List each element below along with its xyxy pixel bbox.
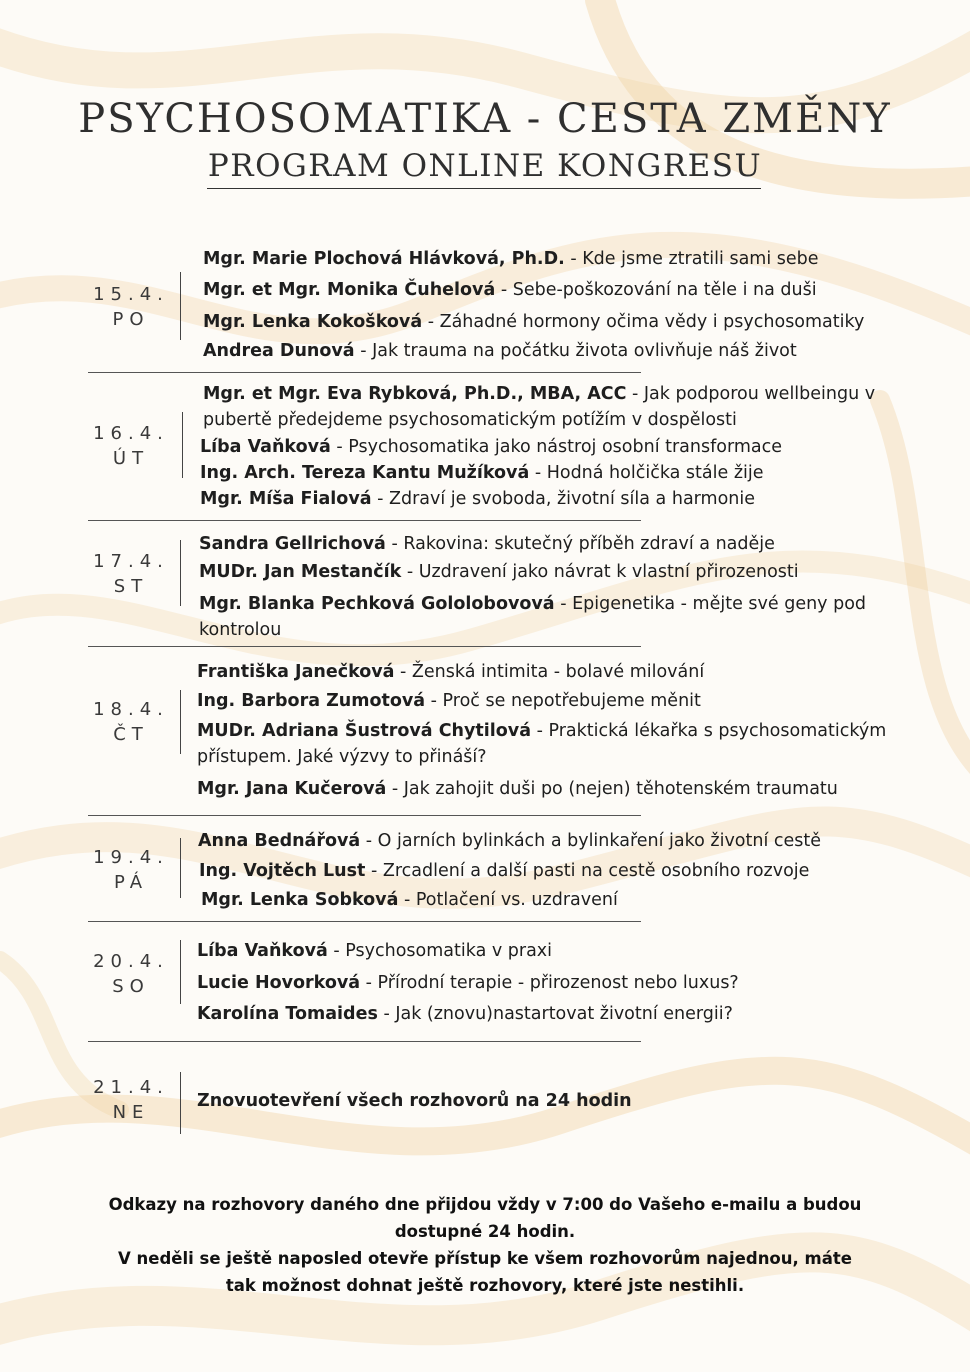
talk-topic: - Uzdravení jako návrat k vlastní přirozenosti <box>401 562 799 582</box>
talk-entry <box>198 828 821 854</box>
talk-topic: - O jarních bylinkách a bylinkaření jako životní cestě <box>360 831 822 851</box>
talk-entry <box>199 531 775 557</box>
talk-topic: - Jak (znovu)nastartovat životní energii? <box>377 1004 733 1024</box>
talk-topic: - Ženská intimita - bolavé milování <box>394 662 705 682</box>
date-number: 20.4. <box>93 951 169 972</box>
footer-line: Odkazy na rozhovory daného dne přijdou vždy v 7:00 do Vašeho e-mailu a budou <box>108 1195 862 1214</box>
talk-speaker: Líba Vaňková <box>197 941 328 961</box>
talk-speaker: Mgr. Míša Fialová <box>200 489 372 509</box>
talk-topic: - Jak zahojit duši po (nejen) těhotenském traumatu <box>386 779 838 799</box>
talk-topic: - Jak trauma na počátku života ovlivňuje náš život <box>354 341 797 361</box>
day-date-label <box>86 282 176 332</box>
talk-entry <box>203 246 819 272</box>
talk-entry <box>197 1001 733 1027</box>
day-date-label <box>86 845 176 895</box>
day-separator <box>88 372 641 373</box>
talk-topic: - Praktická lékařka s psychosomatickým přístupem. Jaké výzvy to přináší? <box>197 721 887 767</box>
talk-speaker: Andrea Dunová <box>203 341 355 361</box>
talk-entry <box>197 938 552 964</box>
talk-speaker: Mgr. Jana Kučerová <box>197 779 387 799</box>
talk-entry <box>199 858 809 884</box>
talk-speaker: Mgr. Marie Plochová Hlávková, Ph.D. <box>203 249 565 269</box>
date-weekday: PÁ <box>113 872 149 893</box>
talk-topic: - Záhadné hormony očima vědy i psychosomatiky <box>422 312 865 332</box>
footer-note <box>0 1191 970 1299</box>
day-separator <box>88 520 641 521</box>
talk-entry <box>197 970 739 996</box>
day-separator <box>88 921 641 922</box>
talk-speaker: MUDr. Adriana Šustrová Chytilová <box>197 721 532 741</box>
day-divider-bar <box>180 540 181 606</box>
date-number: 16.4. <box>93 423 169 444</box>
talk-topic: - Psychosomatika v praxi <box>327 941 553 961</box>
talk-topic: - Epigenetika - mějte své geny pod kontrolou <box>199 594 867 640</box>
day-date-label <box>86 421 176 471</box>
title-underline <box>207 188 761 189</box>
day-date-label <box>86 549 176 599</box>
date-weekday: ÚT <box>112 448 150 469</box>
talk-topic: - Potlačení vs. uzdravení <box>398 890 618 910</box>
talk-topic: - Psychosomatika jako nástroj osobní transformace <box>330 437 783 457</box>
talk-entry <box>203 277 817 303</box>
talk-speaker: Mgr. Lenka Sobková <box>201 890 399 910</box>
talk-speaker: Anna Bednářová <box>198 831 361 851</box>
day-separator <box>88 815 641 816</box>
talk-entry <box>200 460 764 486</box>
talk-topic: - Přírodní terapie - přirozenost nebo luxus? <box>360 973 739 993</box>
talk-entry <box>201 887 618 913</box>
day-date-label <box>86 697 176 747</box>
talk-topic: - Sebe-poškozování na těle i na duši <box>495 280 817 300</box>
talk-speaker: Lucie Hovorková <box>197 973 361 993</box>
footer-line: tak možnost dohnat ještě rozhovory, které jste nestihli. <box>225 1276 745 1295</box>
talk-topic: - Zdraví je svoboda, životní síla a harmonie <box>371 489 756 509</box>
date-weekday: ST <box>113 576 149 597</box>
talk-speaker: Líba Vaňková <box>200 437 331 457</box>
date-number: 19.4. <box>93 847 169 868</box>
talk-topic: - Rakovina: skutečný příběh zdraví a naděje <box>385 534 775 554</box>
day-divider-bar <box>180 690 181 754</box>
date-weekday: SO <box>112 976 150 997</box>
talk-speaker: Ing. Barbora Zumotová <box>197 691 426 711</box>
talk-entry <box>197 1088 632 1114</box>
date-weekday: NE <box>112 1102 150 1123</box>
talk-speaker: Mgr. Blanka Pechková Gololobovová <box>199 594 555 614</box>
day-divider-bar <box>180 838 181 898</box>
day-separator <box>88 1041 641 1042</box>
date-weekday: PO <box>112 309 150 330</box>
footer-line: V neděli se ještě naposled otevře přístup ke všem rozhovorům najednou, máte <box>118 1249 852 1268</box>
talk-entry <box>200 486 755 512</box>
footer-line: dostupné 24 hodin. <box>394 1222 576 1241</box>
page-title: PSYCHOSOMATIKA - CESTA ZMĚNY <box>78 96 892 142</box>
talk-speaker: Františka Janečková <box>197 662 395 682</box>
talk-entry <box>203 381 903 433</box>
date-number: 21.4. <box>93 1077 169 1098</box>
day-divider-bar <box>180 940 181 1004</box>
talk-speaker: Ing. Arch. Tereza Kantu Mužíková <box>200 463 530 483</box>
talk-speaker: Sandra Gellrichová <box>199 534 386 554</box>
talk-entry <box>199 591 919 643</box>
day-divider-bar <box>180 272 181 340</box>
talk-entry <box>203 338 797 364</box>
page-subtitle: PROGRAM ONLINE KONGRESU <box>207 148 763 184</box>
talk-speaker: Mgr. Lenka Kokošková <box>203 312 423 332</box>
talk-speaker: Karolína Tomaides <box>197 1004 378 1024</box>
day-date-label <box>86 949 176 999</box>
talk-speaker: Mgr. et Mgr. Eva Rybková, Ph.D., MBA, ACC <box>203 384 627 404</box>
talk-speaker: Mgr. et Mgr. Monika Čuhelová <box>203 280 496 300</box>
date-number: 18.4. <box>93 699 169 720</box>
talk-speaker: MUDr. Jan Mestančík <box>199 562 402 582</box>
talk-entry <box>203 309 864 335</box>
day-divider-bar <box>182 412 183 478</box>
talk-entry <box>197 688 701 714</box>
talk-topic: - Zrcadlení a další pasti na cestě osobního rozvoje <box>365 861 810 881</box>
talk-entry <box>199 559 799 585</box>
talk-speaker: Ing. Vojtěch Lust <box>199 861 366 881</box>
talk-topic: - Proč se nepotřebujeme měnit <box>425 691 701 711</box>
day-date-label <box>86 1075 176 1125</box>
talk-entry <box>197 659 704 685</box>
date-number: 17.4. <box>93 551 169 572</box>
talk-entry <box>197 718 942 770</box>
talk-topic: - Hodná holčička stále žije <box>529 463 764 483</box>
date-number: 15.4. <box>93 284 169 305</box>
day-separator <box>88 646 641 647</box>
day-divider-bar <box>180 1072 181 1134</box>
talk-speaker: Znovuotevření všech rozhovorů na 24 hodin <box>197 1091 632 1111</box>
date-weekday: ČT <box>113 724 149 745</box>
talk-topic: - Jak podporou wellbeingu v pubertě předejdeme psychosomatickým potížím v dospělosti <box>203 384 876 430</box>
talk-topic: - Kde jsme ztratili sami sebe <box>564 249 819 269</box>
talk-entry <box>197 776 838 802</box>
talk-entry <box>200 434 782 460</box>
